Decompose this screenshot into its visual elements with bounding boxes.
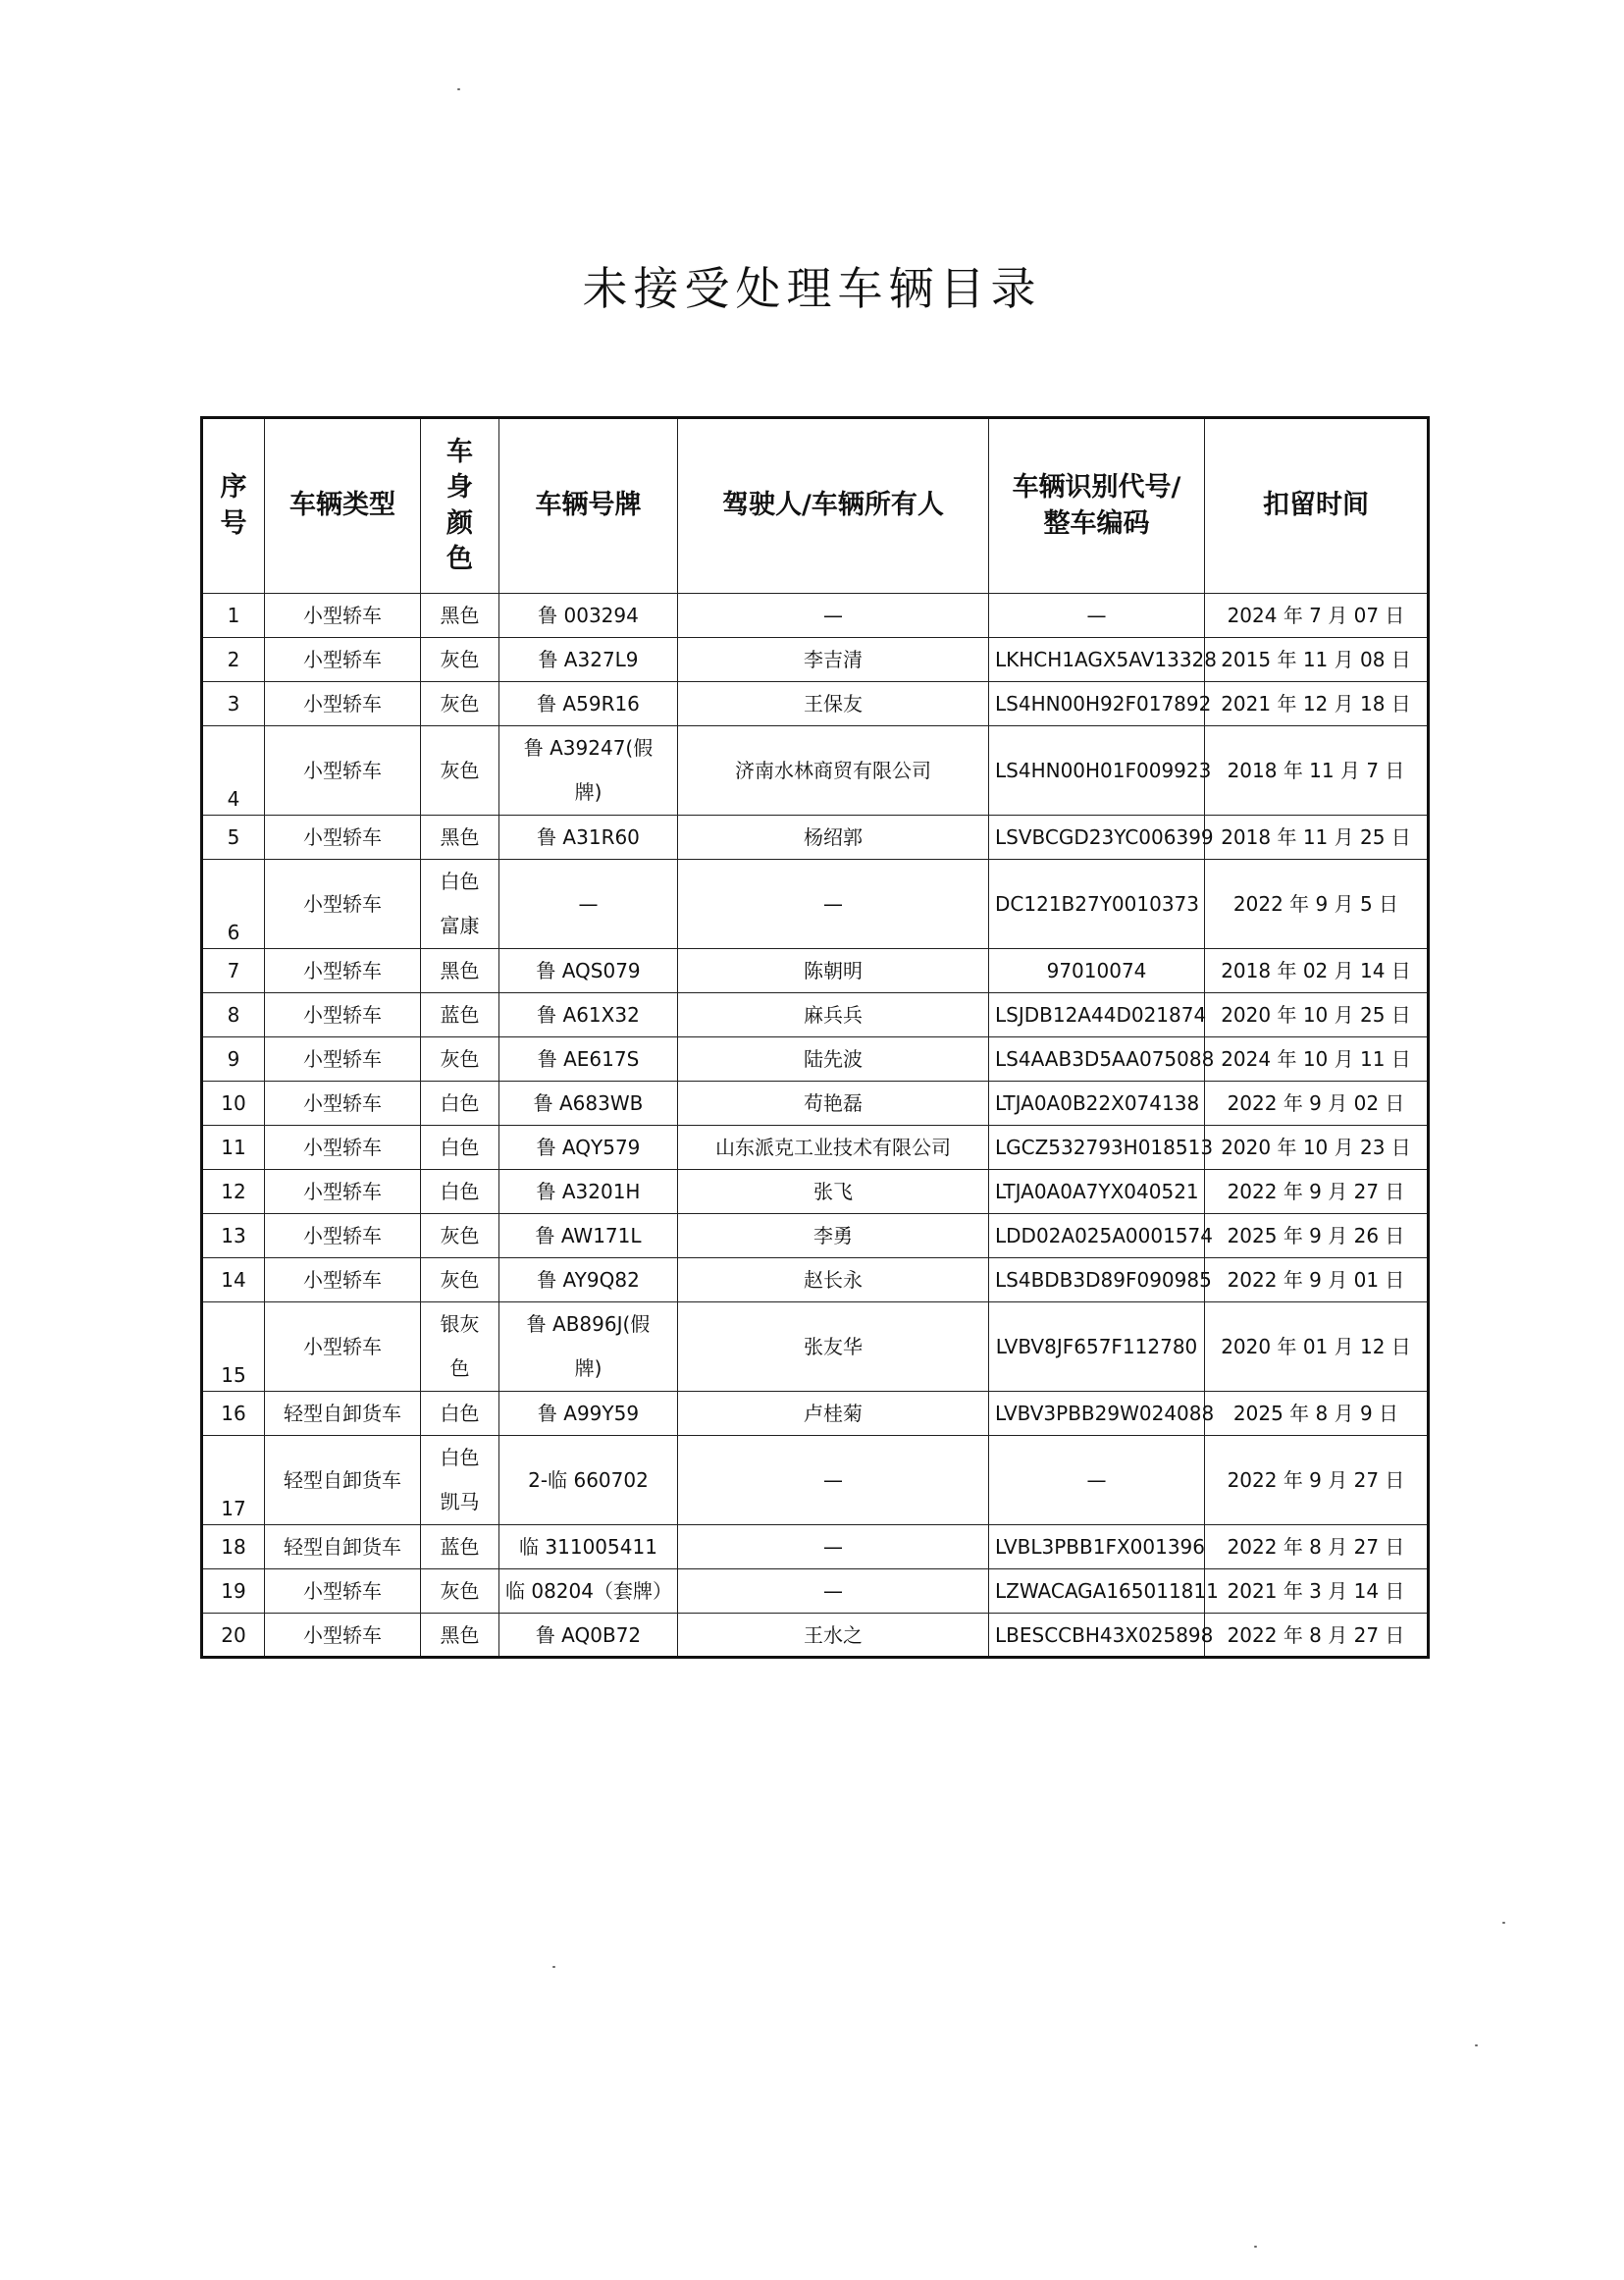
table-row (202, 726, 1429, 816)
scan-speck (457, 88, 460, 90)
cell-detain-date: 2022 年 8 月 27 日 (1205, 1525, 1429, 1569)
cell-index: 19 (202, 1569, 265, 1614)
cell-vehicle-type: 小型轿车 (265, 860, 421, 949)
cell-owner: 陆先波 (678, 1037, 989, 1082)
cell-detain-date: 2020 年 01 月 12 日 (1205, 1302, 1429, 1392)
cell-body-color: 白色 凯马 (421, 1436, 499, 1525)
cell-vin: LSJDB12A44D021874 (989, 993, 1205, 1037)
cell-vehicle-type: 小型轿车 (265, 993, 421, 1037)
cell-detain-date: 2020 年 10 月 25 日 (1205, 993, 1429, 1037)
cell-owner: 李勇 (678, 1214, 989, 1258)
table-row (202, 1170, 1429, 1214)
col-header-plate: 车辆号牌 (499, 418, 678, 594)
cell-owner: 山东派克工业技术有限公司 (678, 1126, 989, 1170)
scan-speck (1502, 1922, 1505, 1924)
cell-owner: 王水之 (678, 1614, 989, 1658)
cell-body-color: 灰色 (421, 726, 499, 816)
cell-detain-date: 2018 年 11 月 7 日 (1205, 726, 1429, 816)
cell-owner: 张友华 (678, 1302, 989, 1392)
cell-owner: 赵长永 (678, 1258, 989, 1302)
cell-vin: 97010074 (989, 949, 1205, 993)
cell-vehicle-type: 轻型自卸货车 (265, 1436, 421, 1525)
cell-owner: 卢桂菊 (678, 1392, 989, 1436)
cell-vin: LTJA0A0A7YX040521 (989, 1170, 1205, 1214)
cell-vehicle-type: 小型轿车 (265, 949, 421, 993)
table-row (202, 1082, 1429, 1126)
cell-detain-date: 2022 年 8 月 27 日 (1205, 1614, 1429, 1658)
cell-detain-date: 2022 年 9 月 01 日 (1205, 1258, 1429, 1302)
header-row (202, 418, 1429, 594)
cell-detain-date: 2018 年 11 月 25 日 (1205, 816, 1429, 860)
cell-body-color: 蓝色 (421, 1525, 499, 1569)
cell-owner: 李吉清 (678, 638, 989, 682)
table-row (202, 949, 1429, 993)
cell-vin: — (989, 594, 1205, 638)
cell-vehicle-type: 小型轿车 (265, 1614, 421, 1658)
cell-plate: 鲁 A99Y59 (499, 1392, 678, 1436)
cell-body-color: 白色 (421, 1126, 499, 1170)
col-header-vin: 车辆识别代号/ 整车编码 (989, 418, 1205, 594)
cell-vin: LS4HN00H92F017892 (989, 682, 1205, 726)
cell-owner: 苟艳磊 (678, 1082, 989, 1126)
table-row (202, 1302, 1429, 1392)
cell-vehicle-type: 小型轿车 (265, 1214, 421, 1258)
cell-owner: 杨绍郭 (678, 816, 989, 860)
cell-body-color: 灰色 (421, 1569, 499, 1614)
table-row (202, 682, 1429, 726)
table-row (202, 1525, 1429, 1569)
cell-plate: 鲁 A61X32 (499, 993, 678, 1037)
cell-vin: LBESCCBH43X025898 (989, 1614, 1205, 1658)
cell-index: 6 (202, 860, 265, 949)
cell-body-color: 白色 (421, 1392, 499, 1436)
cell-owner: — (678, 594, 989, 638)
cell-index: 4 (202, 726, 265, 816)
cell-owner: — (678, 860, 989, 949)
cell-detain-date: 2025 年 9 月 26 日 (1205, 1214, 1429, 1258)
cell-body-color: 蓝色 (421, 993, 499, 1037)
cell-vin: LS4AAB3D5AA075088 (989, 1037, 1205, 1082)
cell-owner: 陈朝明 (678, 949, 989, 993)
cell-detain-date: 2021 年 3 月 14 日 (1205, 1569, 1429, 1614)
cell-plate: 鲁 A3201H (499, 1170, 678, 1214)
cell-vehicle-type: 小型轿车 (265, 1258, 421, 1302)
cell-vehicle-type: 小型轿车 (265, 1037, 421, 1082)
cell-index: 15 (202, 1302, 265, 1392)
scan-speck (1254, 2246, 1257, 2248)
cell-index: 1 (202, 594, 265, 638)
cell-vin: LTJA0A0B22X074138 (989, 1082, 1205, 1126)
cell-vehicle-type: 小型轿车 (265, 1569, 421, 1614)
cell-body-color: 银灰 色 (421, 1302, 499, 1392)
cell-detain-date: 2021 年 12 月 18 日 (1205, 682, 1429, 726)
cell-vehicle-type: 小型轿车 (265, 1082, 421, 1126)
cell-plate: 鲁 A39247(假 牌) (499, 726, 678, 816)
cell-vehicle-type: 小型轿车 (265, 638, 421, 682)
cell-vehicle-type: 小型轿车 (265, 1302, 421, 1392)
cell-plate: 鲁 AE617S (499, 1037, 678, 1082)
col-header-owner: 驾驶人/车辆所有人 (678, 418, 989, 594)
table-row (202, 1614, 1429, 1658)
table-row (202, 1037, 1429, 1082)
cell-plate: 鲁 003294 (499, 594, 678, 638)
cell-detain-date: 2024 年 10 月 11 日 (1205, 1037, 1429, 1082)
cell-vehicle-type: 小型轿车 (265, 726, 421, 816)
table-row (202, 1569, 1429, 1614)
cell-plate: 鲁 AW171L (499, 1214, 678, 1258)
cell-body-color: 灰色 (421, 1037, 499, 1082)
cell-detain-date: 2022 年 9 月 5 日 (1205, 860, 1429, 949)
cell-vehicle-type: 轻型自卸货车 (265, 1525, 421, 1569)
cell-vin: LGCZ532793H018513 (989, 1126, 1205, 1170)
cell-owner: 济南水林商贸有限公司 (678, 726, 989, 816)
table-row (202, 993, 1429, 1037)
cell-body-color: 白色 富康 (421, 860, 499, 949)
col-header-date: 扣留时间 (1205, 418, 1429, 594)
cell-plate: — (499, 860, 678, 949)
cell-detain-date: 2018 年 02 月 14 日 (1205, 949, 1429, 993)
cell-vin: LDD02A025A0001574 (989, 1214, 1205, 1258)
cell-plate: 鲁 AB896J(假 牌) (499, 1302, 678, 1392)
cell-owner: 麻兵兵 (678, 993, 989, 1037)
cell-index: 11 (202, 1126, 265, 1170)
cell-vin: LKHCH1AGX5AV13328 (989, 638, 1205, 682)
cell-detain-date: 2022 年 9 月 27 日 (1205, 1436, 1429, 1525)
cell-index: 8 (202, 993, 265, 1037)
cell-index: 3 (202, 682, 265, 726)
cell-vin: LVBV8JF657F112780 (989, 1302, 1205, 1392)
cell-index: 10 (202, 1082, 265, 1126)
cell-index: 17 (202, 1436, 265, 1525)
col-header-color: 车 身 颜 色 (421, 418, 499, 594)
cell-vin: LSVBCGD23YC006399 (989, 816, 1205, 860)
cell-index: 18 (202, 1525, 265, 1569)
cell-owner: — (678, 1436, 989, 1525)
table-row (202, 1436, 1429, 1525)
cell-vin: LZWACAGA165011811 (989, 1569, 1205, 1614)
cell-plate: 鲁 A59R16 (499, 682, 678, 726)
cell-vehicle-type: 小型轿车 (265, 682, 421, 726)
cell-plate: 鲁 AQ0B72 (499, 1614, 678, 1658)
table-row (202, 1214, 1429, 1258)
cell-detain-date: 2024 年 7 月 07 日 (1205, 594, 1429, 638)
cell-index: 14 (202, 1258, 265, 1302)
cell-detain-date: 2025 年 8 月 9 日 (1205, 1392, 1429, 1436)
cell-index: 16 (202, 1392, 265, 1436)
cell-index: 20 (202, 1614, 265, 1658)
cell-body-color: 白色 (421, 1082, 499, 1126)
table-row (202, 1258, 1429, 1302)
cell-detain-date: 2020 年 10 月 23 日 (1205, 1126, 1429, 1170)
col-header-index: 序 号 (202, 418, 265, 594)
vehicle-table (200, 416, 1430, 1659)
cell-body-color: 灰色 (421, 638, 499, 682)
table-row (202, 860, 1429, 949)
cell-body-color: 白色 (421, 1170, 499, 1214)
cell-index: 5 (202, 816, 265, 860)
cell-plate: 鲁 AY9Q82 (499, 1258, 678, 1302)
cell-owner: 张飞 (678, 1170, 989, 1214)
cell-body-color: 灰色 (421, 682, 499, 726)
cell-body-color: 黑色 (421, 949, 499, 993)
cell-vehicle-type: 小型轿车 (265, 594, 421, 638)
cell-index: 2 (202, 638, 265, 682)
cell-body-color: 黑色 (421, 816, 499, 860)
cell-plate: 临 311005411 (499, 1525, 678, 1569)
cell-plate: 2-临 660702 (499, 1436, 678, 1525)
cell-vehicle-type: 小型轿车 (265, 816, 421, 860)
cell-index: 13 (202, 1214, 265, 1258)
table-row (202, 594, 1429, 638)
scan-speck (1475, 2044, 1478, 2046)
cell-vin: LS4BDB3D89F090985 (989, 1258, 1205, 1302)
table-row (202, 1392, 1429, 1436)
cell-vehicle-type: 轻型自卸货车 (265, 1392, 421, 1436)
cell-plate: 鲁 AQY579 (499, 1126, 678, 1170)
cell-vin: LVBL3PBB1FX001396 (989, 1525, 1205, 1569)
cell-plate: 鲁 A683WB (499, 1082, 678, 1126)
cell-owner: — (678, 1569, 989, 1614)
cell-detain-date: 2022 年 9 月 02 日 (1205, 1082, 1429, 1126)
cell-body-color: 黑色 (421, 594, 499, 638)
cell-plate: 临 08204（套牌） (499, 1569, 678, 1614)
cell-vehicle-type: 小型轿车 (265, 1170, 421, 1214)
cell-plate: 鲁 A31R60 (499, 816, 678, 860)
cell-index: 12 (202, 1170, 265, 1214)
cell-body-color: 黑色 (421, 1614, 499, 1658)
table-row (202, 638, 1429, 682)
page-title: 未接受处理车辆目录 (582, 262, 1042, 315)
cell-body-color: 灰色 (421, 1214, 499, 1258)
col-header-type: 车辆类型 (265, 418, 421, 594)
cell-body-color: 灰色 (421, 1258, 499, 1302)
cell-detain-date: 2015 年 11 月 08 日 (1205, 638, 1429, 682)
cell-owner: — (678, 1525, 989, 1569)
cell-plate: 鲁 AQS079 (499, 949, 678, 993)
cell-vin: DC121B27Y0010373 (989, 860, 1205, 949)
cell-index: 7 (202, 949, 265, 993)
scan-speck (552, 1966, 555, 1968)
cell-index: 9 (202, 1037, 265, 1082)
table-row (202, 816, 1429, 860)
cell-vehicle-type: 小型轿车 (265, 1126, 421, 1170)
table-body (202, 594, 1429, 1658)
cell-plate: 鲁 A327L9 (499, 638, 678, 682)
cell-vin: — (989, 1436, 1205, 1525)
cell-vin: LS4HN00H01F009923 (989, 726, 1205, 816)
cell-owner: 王保友 (678, 682, 989, 726)
table-row (202, 1126, 1429, 1170)
cell-detain-date: 2022 年 9 月 27 日 (1205, 1170, 1429, 1214)
cell-vin: LVBV3PBB29W024088 (989, 1392, 1205, 1436)
